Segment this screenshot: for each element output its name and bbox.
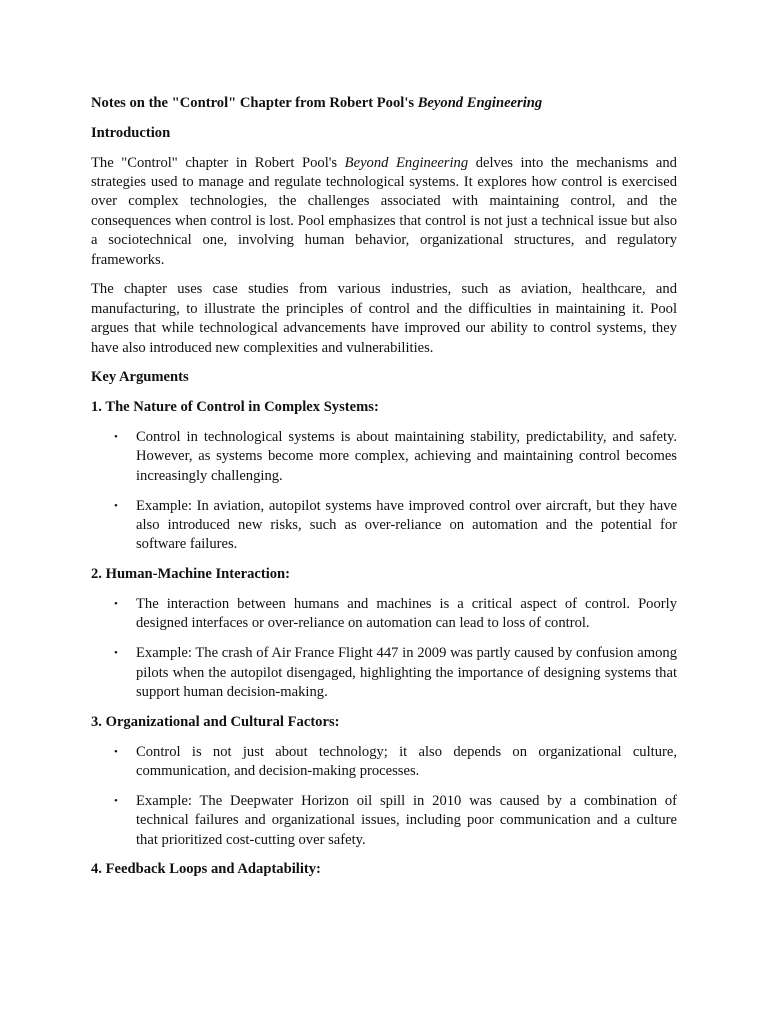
title-prefix: Notes on the "Control" Chapter from Robert Pool's xyxy=(91,95,418,111)
list-item xyxy=(91,792,677,850)
key-arguments-heading: Key Arguments xyxy=(91,369,189,386)
intro-text-before-book: The "Control" chapter in Robert Pool's xyxy=(91,154,345,171)
bullet-icon: • xyxy=(114,647,118,660)
document-title xyxy=(91,94,677,113)
list-item-text: Control in technological systems is about maintaining stability, predictability, and safety. However, as systems become more complex, achieving and maintaining control becomes increasingly challenging. xyxy=(136,429,677,484)
list-item xyxy=(91,497,677,555)
introduction-paragraph-1 xyxy=(91,154,677,270)
introduction-heading: Introduction xyxy=(91,124,171,141)
list-item xyxy=(91,428,677,486)
bullet-icon: • xyxy=(114,745,118,758)
title-book-name: Beyond Engineering xyxy=(417,95,543,111)
list-item-text: Example: The Deepwater Horizon oil spill in 2010 was caused by a combination of technical failures and organizational issues, including poor communication and a culture that prioritized cost-cutting over safety. xyxy=(136,792,677,848)
intro-text-after-book: delves into the mechanisms and strategies used to manage and regulate technological systems. It explores how control is exercised over complex technologies, the challenges associated with maintaining control, and the consequences when control is lost. Pool emphasizes that control is not just a technical issue but also a sociotechnical one, involving human behavior, organizational structures, and regulatory frameworks. xyxy=(91,154,677,268)
list-item xyxy=(91,644,677,702)
document-page xyxy=(91,94,677,890)
bullet-icon: • xyxy=(114,499,118,512)
bullet-icon: • xyxy=(114,598,118,611)
section-2-list xyxy=(91,595,677,702)
bullet-icon: • xyxy=(114,794,118,807)
bullet-icon: • xyxy=(114,431,118,444)
section-2-heading: 2. Human-Machine Interaction: xyxy=(91,566,291,583)
section-3-heading: 3. Organizational and Cultural Factors: xyxy=(91,713,340,730)
introduction-paragraph-2: The chapter uses case studies from various industries, such as aviation, healthcare, and manufacturing, to illustrate the principles of control and the difficulties in maintaining it. Pool argues that while technological advancements have improved our ability to control systems, they have also introduced new complexities and vulnerabilities. xyxy=(91,281,677,356)
list-item-text: Example: In aviation, autopilot systems have improved control over aircraft, but they have also introduced new risks, such as over-reliance on automation and the potential for software failures. xyxy=(136,497,677,553)
list-item-text: The interaction between humans and machines is a critical aspect of control. Poorly designed interfaces or over-reliance on automation can lead to loss of control. xyxy=(136,596,677,632)
section-3-list xyxy=(91,743,677,850)
section-1-list xyxy=(91,428,677,555)
intro-book-name: Beyond Engineering xyxy=(344,154,469,171)
list-item-text: Control is not just about technology; it also depends on organizational culture, communication, and decision-making processes. xyxy=(136,743,677,780)
list-item-text: Example: The crash of Air France Flight 447 in 2009 was partly caused by confusion among pilots when the autopilot disengaged, highlighting the importance of designing systems that support human decision-making. xyxy=(136,645,677,701)
list-item xyxy=(91,595,677,634)
section-1-heading: 1. The Nature of Control in Complex Systems: xyxy=(91,399,379,416)
list-item xyxy=(91,743,677,782)
section-4-heading: 4. Feedback Loops and Adaptability: xyxy=(91,861,321,878)
